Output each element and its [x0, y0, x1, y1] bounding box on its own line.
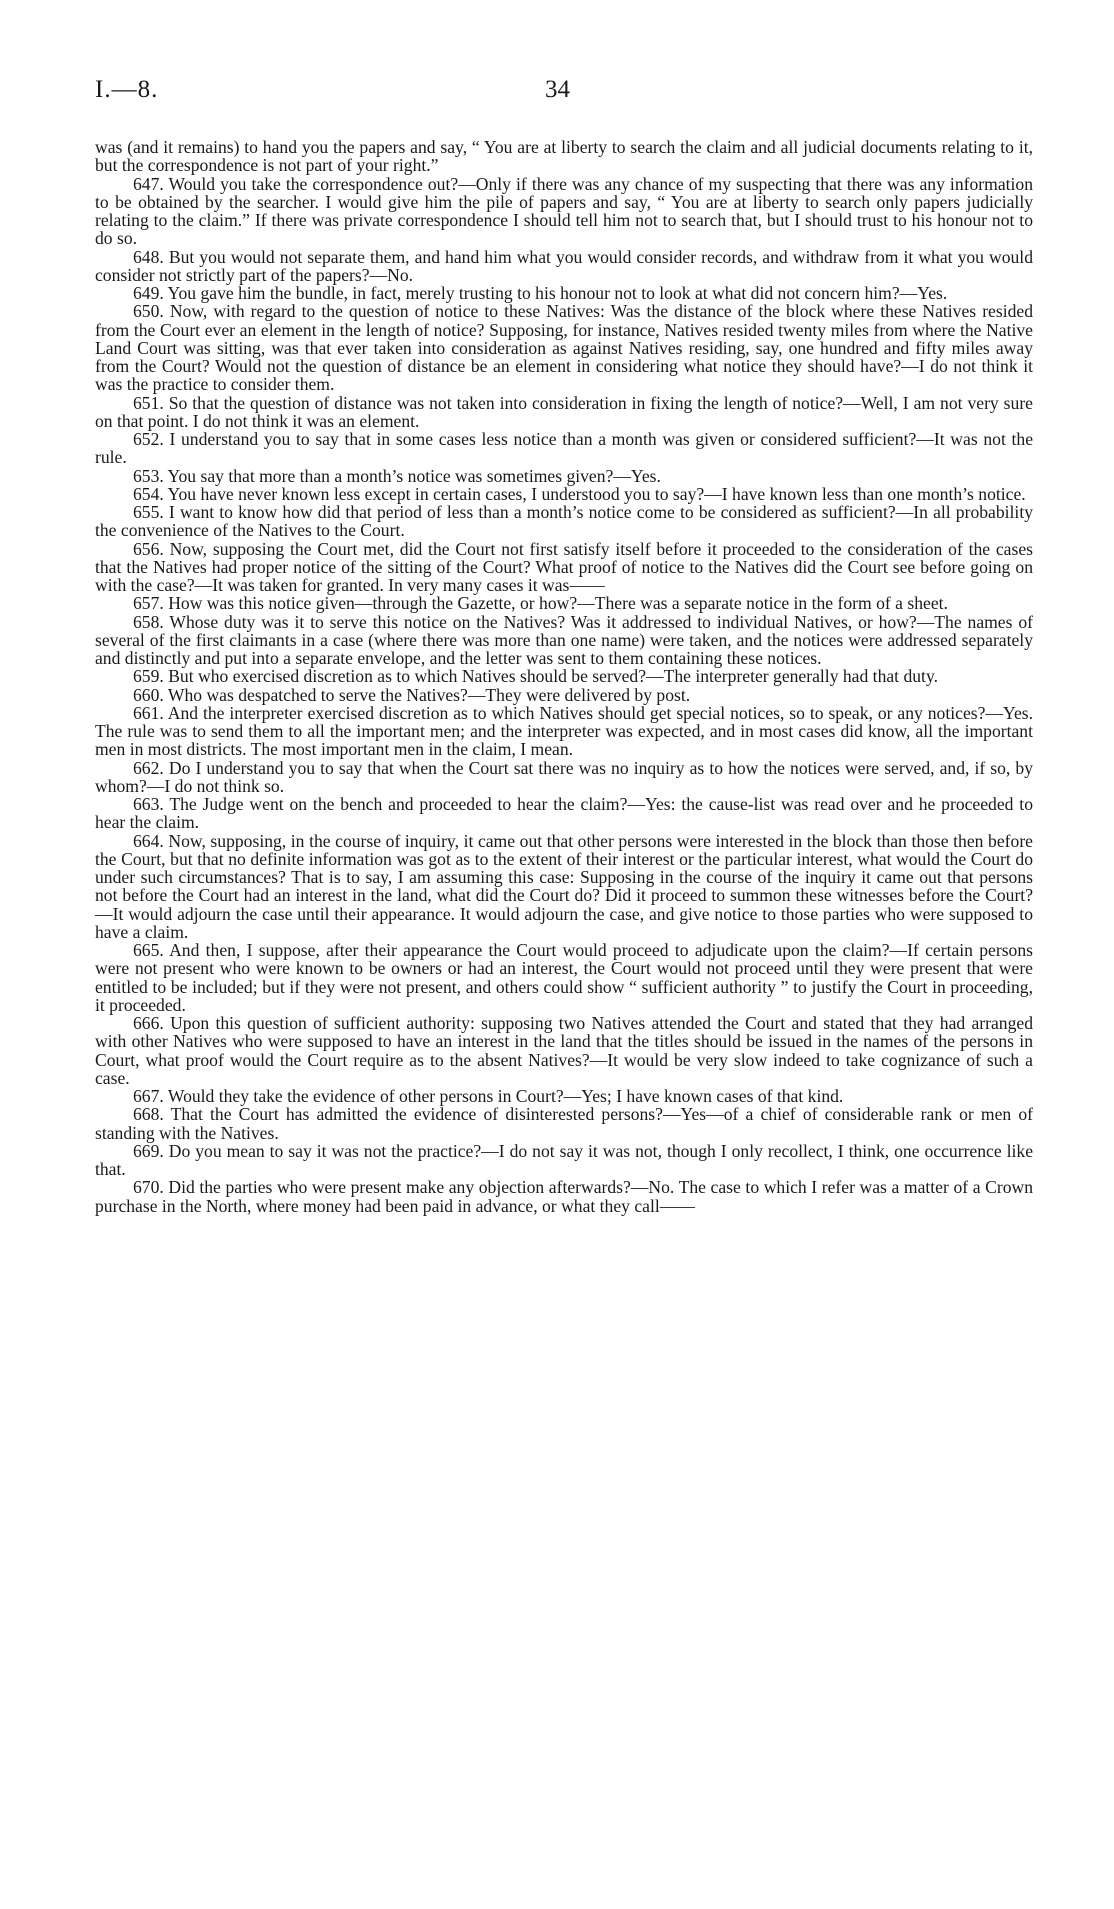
paragraph-663: 663. The Judge went on the bench and proceeded to hear the claim?—Yes: the cause-list was read over and he proceeded to hear the claim.: [95, 794, 1033, 833]
paragraph-665: 665. And then, I suppose, after their appearance the Court would proceed to adjudicate upon the claim?—If certain persons were not present who were known to be owners or had an interest, the Court would not proceed until they were present that were entitled to be included; but if they were not present, and others could show “ sufficient authority ” to justify the Court in proceeding, it proceeded.: [95, 940, 1033, 1015]
paragraph-651: 651. So that the question of distance was not taken into consideration in fixing the length of notice?—Well, I am not very sure on that point. I do not think it was an element.: [95, 392, 1033, 431]
paragraph-656: 656. Now, supposing the Court met, did the Court not first satisfy itself before it proceeded to the consideration of the cases that the Natives had proper notice of the sitting of the Court? What proof of notice to the Natives did the Court see before going on with the case?—It was taken for granted. In very many cases it was——: [95, 538, 1033, 595]
paragraph-667: 667. Would they take the evidence of other persons in Court?—Yes; I have known cases of that kind.: [133, 1086, 844, 1106]
document-reference: I.—8.: [95, 76, 159, 103]
paragraph-668: 668. That the Court has admitted the evidence of disinterested persons?—Yes—of a chief of considerable rank or men of standing with the Natives.: [95, 1104, 1033, 1143]
paragraph-652: 652. I understand you to say that in some cases less notice than a month was given or considered sufficient?—It was not the rule.: [95, 429, 1033, 468]
paragraph-666: 666. Upon this question of sufficient authority: supposing two Natives attended the Court and stated that they had arranged with other Natives who were supposed to have an interest in the land that the titles should be issued in the names of the persons in Court, what proof would the Court require as to the absent Natives?—It would be very slow indeed to take cognizance of such a case.: [95, 1013, 1033, 1088]
paragraph-648: 648. But you would not separate them, and hand him what you would consider records, and withdraw from it what you would consider not strictly part of the papers?—No.: [95, 246, 1033, 285]
paragraph-657: 657. How was this notice given—through the Gazette, or how?—There was a separate notice in the form of a sheet.: [133, 593, 948, 614]
page-header: [95, 76, 1019, 110]
testimony-body: [95, 138, 1033, 1215]
paragraph-654: 654. You have never known less except in certain cases, I understood you to say?—I have known less than one month’s notice.: [133, 483, 1026, 504]
paragraph-664: 664. Now, supposing, in the course of inquiry, it came out that other persons were interested in the block than those then before the Court, but that no definite information was got as to the extent of their interest or the particular interest, what would the Court do under such circumstances? That is to say, I am assuming this case: Supposing in the course of the inquiry it came out that persons not before the Court had an interest in the land, what did the Court do? Did it proceed to summon these witnesses before the Court?—It would adjourn the case until their appearance. It would adjourn the case, and give notice to those parties who were supposed to have a claim.: [95, 830, 1033, 942]
paragraph-650: 650. Now, with regard to the question of notice to these Natives: Was the distance of the block where these Natives resided from the Court ever an element in the length of notice? Supposing, for instance, Natives resided twenty miles from where the Native Land Court was sitting, was that ever taken into consideration as against Natives residing, say, one hundred and fifty miles away from the Court? Would not the question of distance be an element in considering what notice they should have?—I do not think it was the practice to consider them.: [95, 301, 1033, 395]
paragraph-653: 653. You say that more than a month’s notice was sometimes given?—Yes.: [133, 465, 661, 486]
paragraph-670: 670. Did the parties who were present make any objection afterwards?—No. The case to which I refer was a matter of a Crown purchase in the North, where money had been paid in advance, or what they call——: [95, 1177, 1033, 1216]
paragraph-661: 661. And the interpreter exercised discretion as to which Natives should get special notices, so to speak, or any notices?—Yes. The rule was to send them to all the important men; and the interpreter was expected, and in most cases did know, all the important men in most districts. The most important men in the claim, I mean.: [95, 702, 1033, 760]
paragraph-662: 662. Do I understand you to say that when the Court sat there was no inquiry as to how the notices were served, and, if so, by whom?—I do not think so.: [95, 757, 1033, 796]
paragraph-649: 649. You gave him the bundle, in fact, merely trusting to his honour not to look at what did not concern him?—Yes.: [133, 283, 948, 303]
paragraph-660: 660. Who was despatched to serve the Natives?—They were delivered by post.: [133, 684, 691, 705]
paragraph-647: 647. Would you take the correspondence out?—Only if there was any chance of my suspecting that there was any information to be obtained by the searcher. I would give him the pile of papers and say, “ You are at liberty to search only papers judicially relating to the claim.” If there was private correspondence I should tell him not to search that, but I should trust to his honour not to do so.: [95, 173, 1033, 249]
page-number: 34: [545, 76, 570, 103]
paragraph-continued: was (and it remains) to hand you the papers and say, “ You are at liberty to search the claim and all judicial documents relating to it, but the correspondence is not part of your right.”: [95, 137, 1033, 176]
paragraph-659: 659. But who exercised discretion as to which Natives should be served?—The interpreter generally had that duty.: [133, 666, 938, 687]
paragraph-658: 658. Whose duty was it to serve this notice on the Natives? Was it addressed to individual Natives, or how?—The names of several of the first claimants in a case (where there was more than one name) were taken, and the notices were addressed separately and distinctly and put into a separate envelope, and the letter was sent to them containing these notices.: [95, 611, 1033, 668]
paragraph-655: 655. I want to know how did that period of less than a month’s notice come to be considered as sufficient?—In all probability the convenience of the Natives to the Court.: [95, 502, 1033, 541]
paragraph-669: 669. Do you mean to say it was not the practice?—I do not say it was not, though I only recollect, I think, one occurrence like that.: [95, 1140, 1033, 1179]
